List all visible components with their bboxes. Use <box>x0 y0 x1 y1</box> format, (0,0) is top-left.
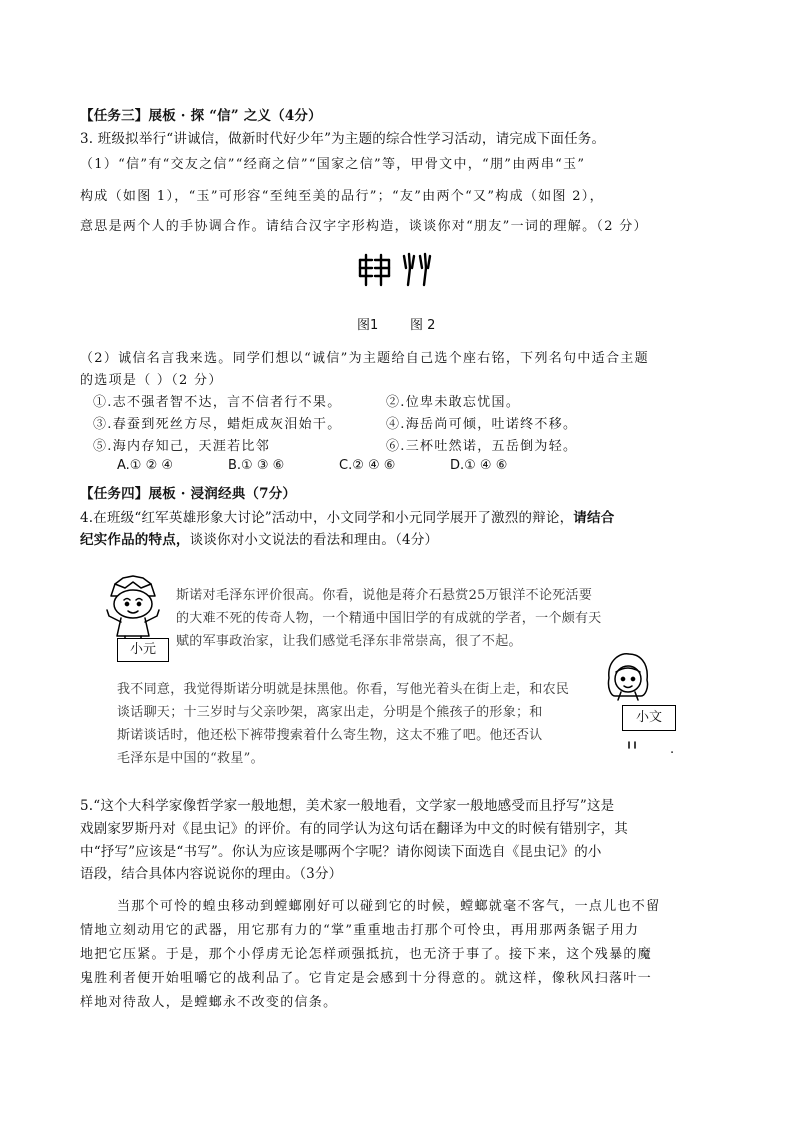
q3-1-line-1: （1）“信”有“交友之信”“经商之信”“国家之信”等，甲骨文中，“朋”由两串“玉” <box>80 157 586 172</box>
oracle-bone-you-glyph <box>400 250 434 288</box>
motto-option-2: ②.位卑未敢忘忧国。 <box>386 395 521 410</box>
xiaoyuan-speech-line-2: 的大难不死的传奇人物，一个精通中国旧学的有成就的学者，一个颇有天 <box>176 611 602 626</box>
xiaowen-speech-line-2: 谈话聊天；十三岁时与父亲吵架，离家出走，分明是个熊孩子的形象；和 <box>117 705 543 720</box>
answer-choice-b: B.① ③ ⑥ <box>228 458 285 473</box>
q3-2-line-2: 的选项是（ ）（2 分） <box>80 373 223 388</box>
passage-line-5: 样地对待敌人，是螳螂永不改变的信条。 <box>80 995 338 1010</box>
question-5-line-4: 语段，结合具体内容说说你的理由。（3分） <box>80 866 343 882</box>
xiaowen-speech-line-3: 斯诺谈话时，他还松下裤带搜索着什么寄生物，这太不雅了吧。他还否认 <box>117 728 543 743</box>
question-4-emphasis-1: 请结合 <box>573 510 615 526</box>
xiaowen-name-tag: 小文 <box>622 705 676 731</box>
q3-1-line-2: 构成（如图 1），“玉”可形容“至纯至美的品行”；“友”由两个“又”构成（如图 2）， <box>80 189 604 204</box>
motto-option-1: ①.志不强者智不达，言不信者行不果。 <box>93 395 342 410</box>
q3-1-line-3: 意思是两个人的手协调合作。请结合汉字字形构造，谈谈你对“朋友”一词的理解。（2 分） <box>80 219 648 234</box>
question-4-line-1 <box>80 506 614 526</box>
motto-option-4: ④.海岳尚可倾，吐诺终不移。 <box>386 417 578 432</box>
question-4-line-2 <box>80 528 438 548</box>
figure-2-label: 图 2 <box>410 318 436 333</box>
passage-line-1: 当那个可怜的蝗虫移动到螳螂刚好可以碰到它的时候，螳螂就毫不客气，一点儿也不留 <box>117 899 661 914</box>
xiaoyuan-boy-icon <box>103 574 163 646</box>
question-3-intro: 3. 班级拟举行“讲诚信，做新时代好少年”为主题的综合性学习活动，请完成下面任务。 <box>80 131 606 147</box>
answer-choice-d: D.① ④ ⑥ <box>450 458 508 473</box>
xiaowen-speech-line-4: 毛泽东是中国的“救星”。 <box>117 751 264 766</box>
xiaowen-speech-line-1: 我不同意，我觉得斯诺分明就是抹黑他。你看，写他光着头在街上走，和农民 <box>117 682 570 697</box>
question-4-emphasis-2: 纪实作品的特点， <box>80 532 190 548</box>
xiaowen-girl-icon <box>603 652 653 748</box>
motto-option-5: ⑤.海内存知己，天涯若比邻 <box>93 439 271 454</box>
motto-option-3: ③.春蚕到死丝方尽，蜡炬成灰泪始干。 <box>93 417 342 432</box>
xiaoyuan-name-tag: 小元 <box>117 638 169 662</box>
passage-line-4: 鬼胜利者便开始咀嚼它的战利品了。它肯定是会感到十分得意的。就这样，像秋风扫落叶一 <box>80 971 653 986</box>
question-5-line-1: 5.“这个大科学家像哲学家一般地想，美术家一般地看，文学家一般地感受而且抒写”这是 <box>80 798 615 814</box>
q3-2-line-1: （2）诚信名言我来选。同学们想以“诚信”为主题给自己选个座右铭，下列名句中适合主题 <box>80 351 649 366</box>
question-4-line-1-text: 4.在班级“红军英雄形象大讨论”活动中，小文同学和小元同学展开了激烈的辩论， <box>80 510 574 526</box>
task4-heading: 【任务四】展板 · 浸润经典（7分） <box>80 486 297 502</box>
xiaoyuan-speech-line-3: 赋的军事政治家，让我们感觉毛泽东非常崇高，很了不起。 <box>176 634 522 649</box>
question-5-line-2: 戏剧家罗斯丹对《昆虫记》的评价。有的同学认为这句话在翻译为中文的时候有错别字，其 <box>80 821 628 837</box>
answer-choice-a: A.① ② ④ <box>117 458 174 473</box>
motto-option-6: ⑥.三杯吐然诺，五岳倒为轻。 <box>386 439 578 454</box>
question-4-line-2-text: 谈谈你对小文说法的看法和理由。（4分） <box>189 532 439 548</box>
figure-1-label: 图1 <box>357 318 379 333</box>
answer-choice-c: C.② ④ ⑥ <box>339 458 396 473</box>
passage-line-3: 地把它压紧。于是，那个小俘虏无论怎样顽强抵抗，也无济于事了。接下来，这个残暴的魔 <box>80 947 653 962</box>
trailing-dot: . <box>670 742 675 757</box>
xiaoyuan-speech-line-1: 斯诺对毛泽东评价很高。你看，说他是蒋介石悬赏25万银洋不论死活要 <box>176 588 593 603</box>
task3-heading: 【任务三】展板 · 探 “信” 之义（4分） <box>80 108 322 124</box>
question-5-line-3: 中“抒写”应该是“书写”。你认为应该是哪两个字呢？请你阅读下面选自《昆虫记》的小 <box>80 844 602 860</box>
passage-line-2: 情地立刻动用它的武器，用它那有力的“掌”重重地击打那个可怜虫，再用那两条锯子用力 <box>80 923 640 938</box>
oracle-bone-peng-glyph <box>357 252 393 288</box>
